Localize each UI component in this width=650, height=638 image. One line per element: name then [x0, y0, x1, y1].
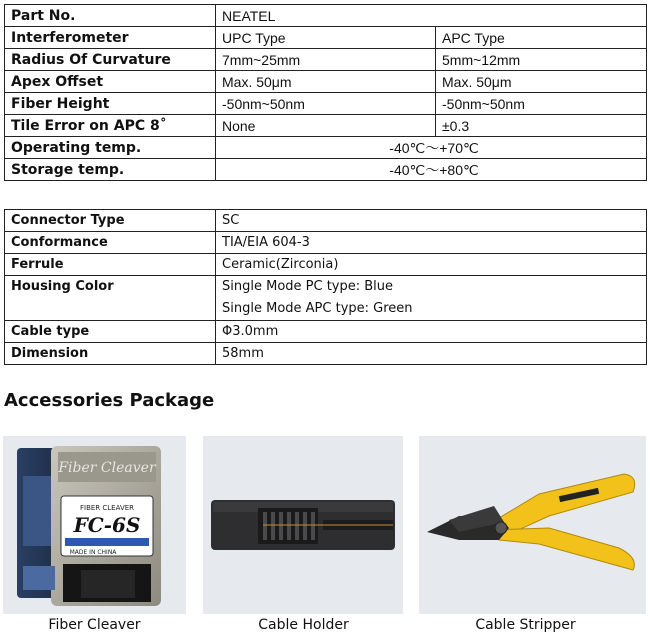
upc-value: -50nm~50nm [216, 93, 436, 115]
row-label: Radius Of Curvature [5, 49, 216, 71]
table-row [5, 137, 647, 159]
row-label: Storage temp. [5, 159, 216, 181]
row-label: Apex Offset [5, 71, 216, 93]
table-row [5, 232, 647, 254]
row-label: Part No. [5, 5, 216, 27]
table-row [5, 343, 647, 365]
upc-value: 7mm~25mm [216, 49, 436, 71]
row-value: 58mm [216, 343, 647, 365]
row-label: Operating temp. [5, 137, 216, 159]
row-label: Fiber Height [5, 93, 216, 115]
spec-table-connector [4, 209, 647, 365]
row-label: Conformance [5, 232, 216, 254]
row-label: Tile Error on APC 8˚ [5, 115, 216, 137]
row-label: Dimension [5, 343, 216, 365]
spec-table-optical [4, 4, 647, 181]
row-value: NEATEL [216, 5, 647, 27]
table-row [5, 93, 647, 115]
row-label [5, 276, 216, 321]
table-row [5, 276, 647, 321]
svg-text:MADE IN CHINA: MADE IN CHINA [69, 549, 117, 556]
table-row [5, 5, 647, 27]
accessories-heading: Accessories Package [4, 390, 215, 411]
apc-value: -50nm~50nm [436, 93, 647, 115]
apc-value: Max. 50μm [436, 71, 647, 93]
apc-value: APC Type [436, 27, 647, 49]
row-value: Ceramic(Zirconia) [216, 254, 647, 276]
table-row [5, 254, 647, 276]
row-label: Ferrule [5, 254, 216, 276]
upc-value: None [216, 115, 436, 137]
row-value: Φ3.0mm [216, 321, 647, 343]
row-value: -40℃～+80℃ [216, 159, 647, 181]
fiber-cleaver-caption: Fiber Cleaver [48, 617, 141, 633]
cable-stripper-caption: Cable Stripper [475, 617, 576, 633]
row-label: Connector Type [5, 210, 216, 232]
svg-text:Fiber Cleaver: Fiber Cleaver [58, 460, 156, 476]
table-row [5, 115, 647, 137]
table-row [5, 210, 647, 232]
value-line: Single Mode PC type: Blue [222, 279, 394, 294]
svg-text:FC-6S: FC-6S [73, 513, 141, 537]
upc-value: UPC Type [216, 27, 436, 49]
row-value: SC [216, 210, 647, 232]
upc-value: Max. 50μm [216, 71, 436, 93]
row-value: TIA/EIA 604-3 [216, 232, 647, 254]
value-line: Single Mode APC type: Green [222, 301, 413, 316]
apc-value: 5mm~12mm [436, 49, 647, 71]
table-row [5, 27, 647, 49]
cable-holder-caption: Cable Holder [258, 617, 349, 633]
table-row [5, 71, 647, 93]
row-label: Interferometer [5, 27, 216, 49]
row-value: -40℃～+70℃ [216, 137, 647, 159]
table-row [5, 159, 647, 181]
table-row [5, 321, 647, 343]
row-label-text: Housing Color [11, 279, 114, 294]
fiber-cleaver-image [3, 436, 186, 614]
row-value [216, 276, 647, 321]
table-row [5, 49, 647, 71]
svg-text:FIBER CLEAVER: FIBER CLEAVER [79, 504, 135, 512]
apc-value: ±0.3 [436, 115, 647, 137]
cable-stripper-image [419, 436, 646, 614]
row-label: Cable type [5, 321, 216, 343]
cable-holder-image [203, 436, 403, 614]
